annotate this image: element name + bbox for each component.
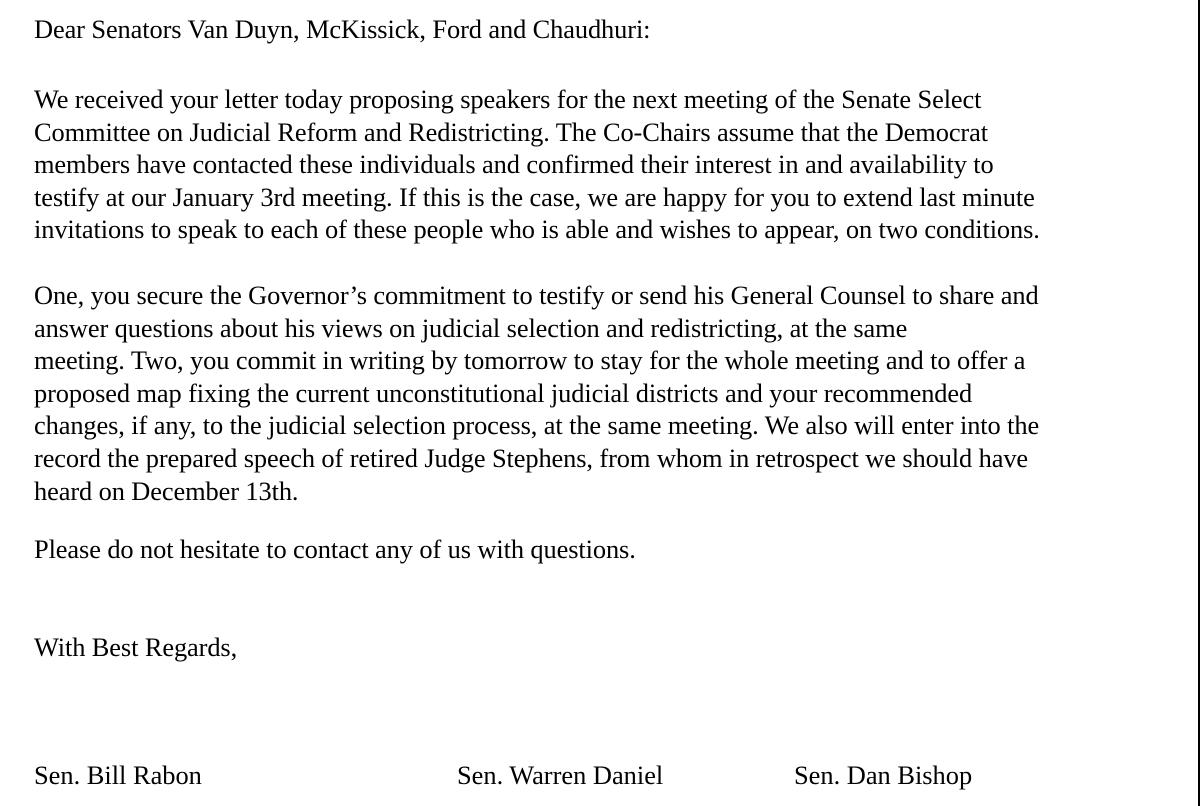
paragraph-1-line: invitations to speak to each of these people who is able and wishes to appear, on two conditions. <box>34 214 1040 245</box>
paragraph-1-line: We received your letter today proposing speakers for the next meeting of the Senate Select <box>34 84 982 114</box>
paragraph-2-line: record the prepared speech of retired Judge Stephens, from whom in retrospect we should have <box>34 442 1029 473</box>
salutation: Dear Senators Van Duyn, McKissick, Ford and Chaudhuri: <box>34 14 651 44</box>
signatory-rabon: Sen. Bill Rabon <box>34 760 202 790</box>
paragraph-1-line: members have contacted these individuals and confirmed their interest in and availability to <box>34 149 994 180</box>
paragraph-2-line: One, you secure the Governor’s commitment to testify or send his General Counsel to share and <box>34 280 1039 310</box>
paragraph-1 <box>34 83 1040 246</box>
signatory-daniel: Sen. Warren Daniel <box>457 760 664 790</box>
paragraph-2-line: heard on December 13th. <box>34 475 299 506</box>
paragraph-2-line: meeting. Two, you commit in writing by tomorrow to stay for the whole meeting and to offer a <box>34 345 1026 376</box>
signatory-bishop: Sen. Dan Bishop <box>794 760 973 790</box>
paragraph-3: Please do not hesitate to contact any of us with questions. <box>34 534 636 564</box>
paragraph-2-line: proposed map fixing the current unconstitutional judicial districts and your recommended <box>34 377 973 408</box>
paragraph-2 <box>34 279 1039 507</box>
paragraph-2-line: changes, if any, to the judicial selection process, at the same meeting. We also will enter into the <box>34 410 1040 441</box>
paragraph-1-line: Committee on Judicial Reform and Redistricting. The Co-Chairs assume that the Democrat <box>34 116 988 147</box>
paragraph-2-line: answer questions about his views on judicial selection and redistricting, at the same <box>34 312 908 343</box>
closing: With Best Regards, <box>34 632 238 662</box>
paragraph-1-line: testify at our January 3rd meeting. If this is the case, we are happy for you to extend last minute <box>34 181 1035 212</box>
